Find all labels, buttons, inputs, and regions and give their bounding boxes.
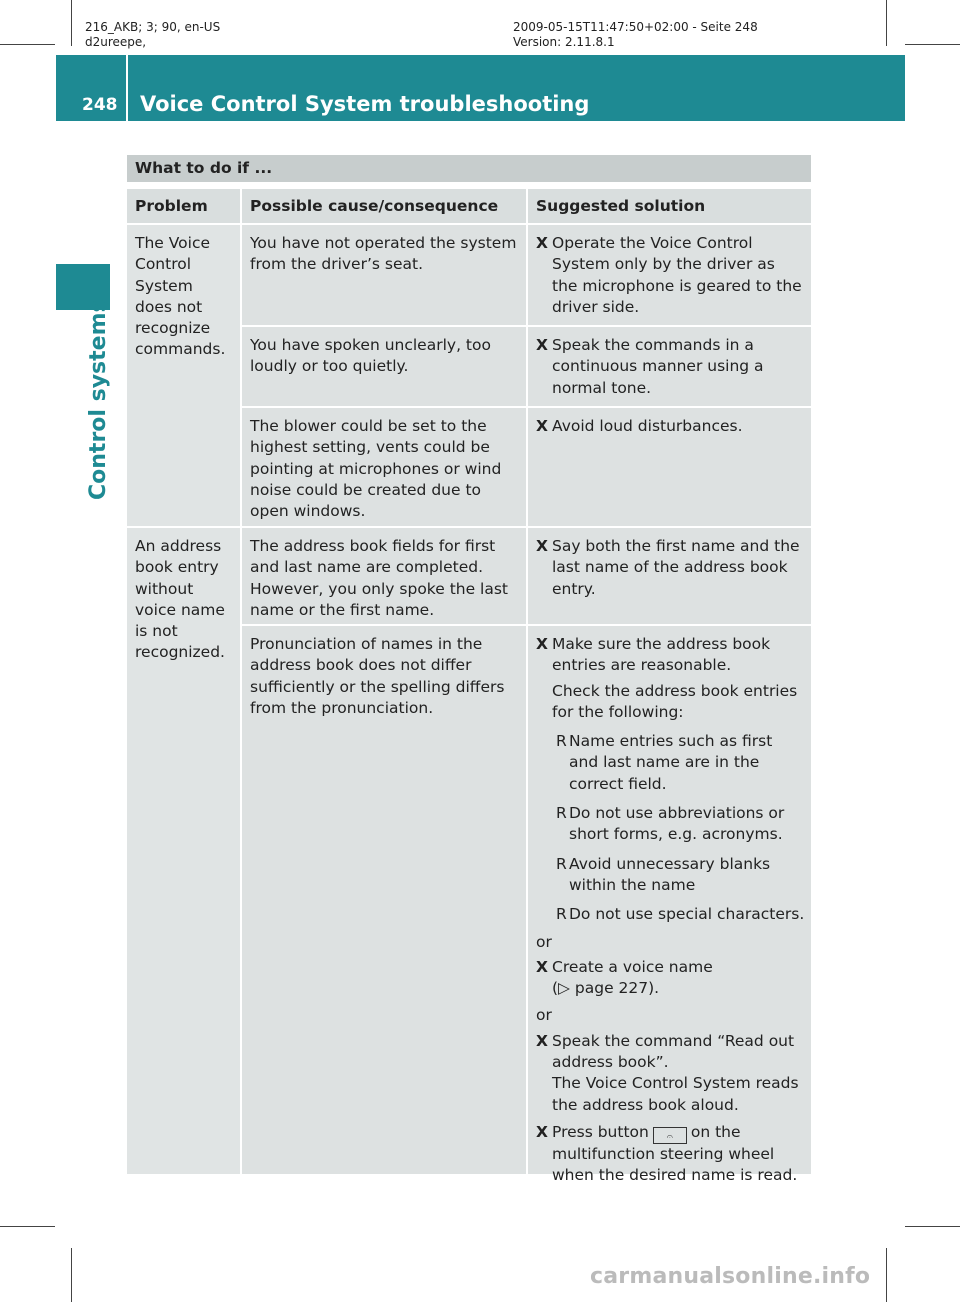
table-row (242, 327, 811, 406)
page-reference[interactable]: (▷ page 227). (552, 979, 660, 998)
table-header-row (127, 189, 811, 223)
solution-cell (528, 225, 811, 325)
table-row (242, 626, 811, 1185)
step-text: Say both the first name and the last name of the address book entry. (552, 537, 800, 598)
step-marker: X (536, 957, 548, 976)
solution-step (536, 1031, 805, 1116)
voice-button-icon: 𝄐 (653, 1127, 687, 1144)
bullet-marker: R (556, 732, 567, 751)
print-meta-left-line2: d2ureepe, (85, 35, 147, 49)
solution-step (536, 957, 805, 1000)
solution-step (536, 1122, 805, 1187)
cause-cell: The address book fields for first and last name are completed. However, you only spoke the last name or the first name. (242, 528, 526, 624)
solution-cell (528, 626, 811, 1185)
cause-cell: You have not operated the system from the driver’s seat. (242, 225, 526, 325)
solution-step (536, 536, 805, 600)
solution-step (536, 335, 805, 399)
solution-step (536, 233, 805, 318)
bullet-marker: R (556, 854, 567, 873)
table-row (242, 225, 811, 325)
crop-mark (71, 1248, 72, 1302)
problem-cell: An address book entry without voice name is not recognized. (127, 528, 240, 1174)
list-item (536, 904, 805, 925)
bullet-text: Do not use abbreviations or short forms, e.g. acronyms. (569, 804, 785, 844)
cause-solution-rows (242, 528, 811, 1185)
solution-cell (528, 528, 811, 624)
list-item (536, 731, 805, 795)
step-text: Press button (552, 1122, 649, 1141)
step-marker: X (536, 234, 548, 252)
watermark: carmanualsonline.info (590, 1264, 871, 1289)
solution-step (536, 634, 805, 677)
bullet-text: Do not use special characters. (569, 905, 805, 924)
list-item (536, 854, 805, 897)
section-title: What to do if ... (127, 155, 811, 182)
print-meta-right-line2: Version: 2.11.8.1 (513, 35, 615, 49)
header-problem: Problem (127, 189, 240, 223)
print-meta-right-line1: 2009-05-15T11:47:50+02:00 - Seite 248 (513, 20, 758, 34)
crop-mark (886, 0, 887, 46)
or-separator: or (536, 932, 552, 951)
step-text: on the multifunction steering wheel when the desired name is read. (552, 1122, 798, 1185)
step-note: The Voice Control System reads the address book aloud. (552, 1074, 799, 1114)
step-marker: X (536, 537, 548, 555)
problem-cell: The Voice Control System does not recognize commands. (127, 225, 240, 526)
step-marker: X (536, 1031, 548, 1050)
step-note: Check the address book entries for the following: (552, 681, 798, 721)
list-item (536, 803, 805, 846)
step-marker: X (536, 417, 548, 435)
bullet-marker: R (556, 905, 567, 924)
step-text: Create a voice name (552, 957, 713, 976)
header-solution: Suggested solution (528, 189, 811, 223)
step-marker: X (536, 336, 548, 354)
step-text: Avoid loud disturbances. (552, 417, 743, 435)
header-separator (126, 55, 128, 121)
step-marker: X (536, 1122, 548, 1141)
crop-mark (71, 0, 72, 46)
table-row (242, 528, 811, 624)
step-text: Speak the commands in a continuous manner using a normal tone. (552, 336, 764, 397)
cause-cell: The blower could be set to the highest setting, vents could be pointing at microphones or wind noise could be created due to open windows. (242, 408, 526, 526)
bullet-marker: R (556, 804, 567, 823)
cause-cell: Pronunciation of names in the address book does not differ sufficiently or the spelling differs from the pronunciation. (242, 626, 526, 1174)
print-meta-right (513, 20, 758, 50)
or-separator: or (536, 1006, 552, 1025)
step-text: Make sure the address book entries are reasonable. (552, 635, 771, 675)
table-row (242, 408, 811, 526)
page-title: Voice Control System troubleshooting (140, 92, 590, 116)
chapter-label: Control systems (86, 299, 111, 500)
crop-mark (886, 1248, 887, 1302)
problem-group (127, 225, 811, 526)
problem-group (127, 528, 811, 1185)
print-meta-left (85, 20, 220, 50)
print-meta-left-line1: 216_AKB; 3; 90, en-US (85, 20, 221, 34)
troubleshooting-table (127, 189, 811, 1185)
header-cause: Possible cause/consequence (242, 189, 526, 223)
bullet-text: Avoid unnecessary blanks within the name (569, 854, 771, 894)
cause-cell: You have spoken unclearly, too loudly or too quietly. (242, 327, 526, 406)
step-text: Operate the Voice Control System only by the driver as the microphone is geared to the driver side. (552, 234, 802, 316)
step-marker: X (536, 635, 548, 653)
crop-mark (0, 1226, 55, 1227)
crop-mark (905, 44, 960, 45)
solution-cell (528, 327, 811, 406)
solution-cell (528, 408, 811, 526)
crop-mark (905, 1226, 960, 1227)
solution-step (536, 416, 805, 437)
crop-mark (0, 44, 55, 45)
cause-solution-rows (242, 225, 811, 526)
step-text: Speak the command “Read out address book”. (552, 1031, 795, 1072)
bullet-text: Name entries such as first and last name are in the correct field. (569, 732, 773, 793)
page-number: 248 (82, 95, 118, 115)
